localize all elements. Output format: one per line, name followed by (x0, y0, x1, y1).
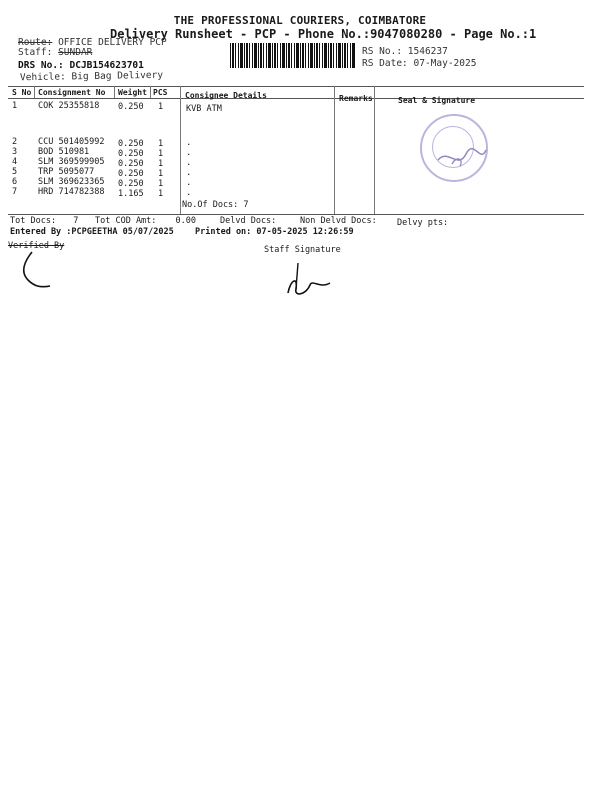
row-consignee: . (186, 148, 192, 158)
row-consignment: HRD 714782388 (38, 187, 105, 197)
col-header-pcs: PCS (153, 88, 168, 97)
row-consignee: . (186, 188, 192, 198)
staff-signature-label: Staff Signature (264, 245, 341, 255)
row-pcs: 1 (158, 179, 164, 189)
row-sno: 4 (12, 157, 18, 167)
row-consignment: BOD 510981 (38, 147, 90, 157)
col-divider (180, 86, 181, 214)
row-consignee: . (186, 178, 192, 188)
row-weight: 0.250 (118, 159, 144, 169)
col-divider (334, 86, 335, 214)
row-weight: 0.250 (118, 179, 144, 189)
drs-label: DRS No.: (18, 60, 64, 71)
entered-by: Entered By :PCPGEETHA 05/07/2025 (10, 227, 174, 237)
row-pcs: 1 (158, 149, 164, 159)
rs-no-line (362, 46, 448, 57)
staff-line (18, 47, 92, 58)
col-header-remarks: Remarks (339, 94, 373, 103)
drs-value: DCJB154623701 (69, 60, 144, 71)
row-consignment: SLM 369623365 (38, 177, 105, 187)
col-header-sno: S No (12, 88, 32, 97)
delvd-docs: Delvd Docs: (220, 216, 277, 226)
tot-docs (10, 216, 78, 226)
row-consignment: CCU 501405992 (38, 137, 105, 147)
row-weight: 0.250 (118, 149, 144, 159)
printed-on: Printed on: 07-05-2025 12:26:59 (195, 227, 354, 237)
row-sno: 5 (12, 167, 18, 177)
barcode (230, 43, 355, 68)
col-header-seal: Seal & Signature (398, 96, 476, 105)
drs-line (18, 60, 144, 71)
row-weight: 1.165 (118, 189, 144, 199)
row-sno: 2 (12, 137, 18, 147)
tot-cod-value: 0.00 (175, 216, 197, 226)
row-pcs: 1 (158, 169, 164, 179)
tot-docs-value: 7 (73, 216, 79, 226)
table-bottom-rule (8, 214, 584, 215)
row-weight: 0.250 (118, 169, 144, 179)
col-divider (114, 86, 115, 98)
table-header-rule (8, 98, 584, 99)
row-pcs: 1 (158, 159, 164, 169)
route-value: OFFICE DELIVERY PCP (58, 37, 167, 48)
rs-date-line (362, 58, 476, 69)
staff-value: SUNDAR (58, 47, 93, 58)
row-consignment: COK 25355818 (38, 101, 100, 111)
row-consignee: . (186, 168, 192, 178)
col-divider (374, 86, 375, 214)
col-header-weight: Weight (118, 88, 147, 97)
no-of-docs: No.Of Docs: 7 (182, 200, 249, 210)
col-divider (34, 86, 35, 98)
verified-by-label: Verified By (8, 241, 65, 251)
row-pcs: 1 (158, 102, 164, 112)
rs-date-label: RS Date: (362, 58, 408, 69)
row-consignee: . (186, 158, 192, 168)
tot-docs-label: Tot Docs: (10, 216, 57, 226)
col-header-consignment: Consignment No (38, 88, 106, 97)
vehicle-label: Vehicle: (19, 71, 66, 84)
row-consignment: TRP 5095077 (38, 167, 95, 177)
vehicle-line (20, 70, 163, 83)
vehicle-value: Big Bag Delivery (71, 69, 164, 83)
tot-cod-label: Tot COD Amt: (95, 216, 157, 226)
rs-no-label: RS No.: (362, 46, 403, 57)
row-pcs: 1 (158, 189, 164, 199)
tot-cod (95, 216, 196, 226)
row-consignee: KVB ATM (186, 104, 222, 114)
route-label: Route: (18, 37, 53, 48)
row-pcs: 1 (158, 139, 164, 149)
row-sno: 3 (12, 147, 18, 157)
row-sno: 6 (12, 177, 18, 187)
rs-date-value: 07-May-2025 (413, 58, 477, 69)
delvy-pts: Delvy pts: (397, 218, 449, 228)
row-sno: 7 (12, 187, 18, 197)
company-name: THE PROFESSIONAL COURIERS, COIMBATORE (173, 14, 427, 27)
row-weight: 0.250 (118, 139, 144, 149)
runsheet-title: Delivery Runsheet - PCP - Phone No.:9047080280 - Page No.:1 (110, 27, 537, 41)
col-divider (150, 86, 151, 98)
staff-signature (280, 255, 340, 305)
row-sno: 1 (12, 101, 18, 111)
col-header-consignee: Consignee Details (185, 91, 267, 100)
seal-signature (430, 130, 490, 175)
row-weight: 0.250 (118, 102, 144, 112)
rs-no-value: 1546237 (407, 46, 448, 57)
table-top-rule (8, 86, 584, 87)
staff-label: Staff: (18, 47, 53, 58)
row-consignee: . (186, 138, 192, 148)
verifier-signature (10, 250, 60, 295)
row-consignment: SLM 369599905 (38, 157, 105, 167)
non-delvd-docs: Non Delvd Docs: (300, 216, 377, 226)
